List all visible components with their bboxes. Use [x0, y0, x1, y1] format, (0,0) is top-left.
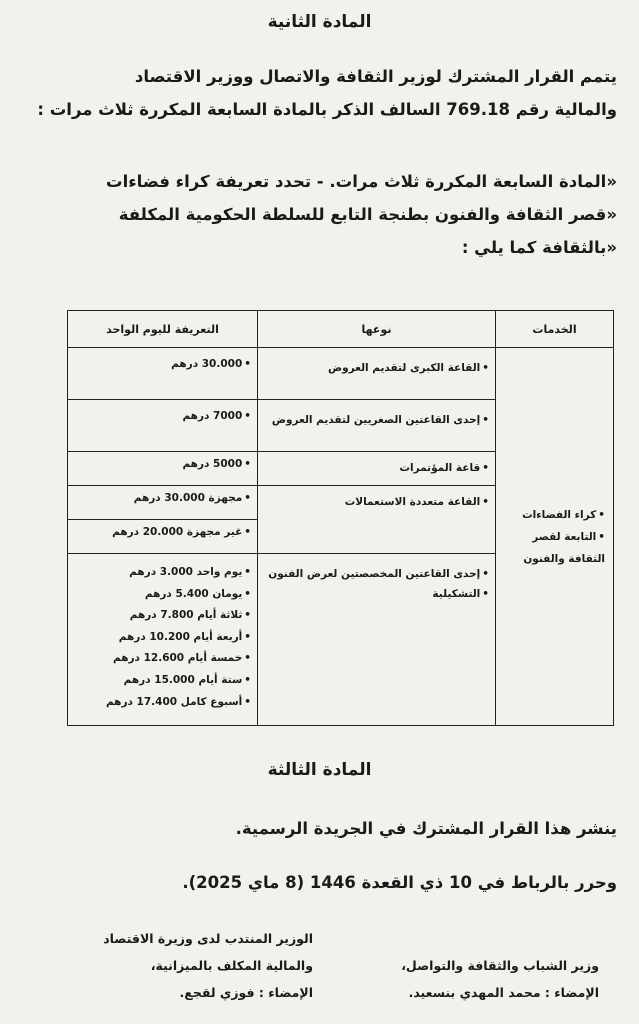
- price-cell: [68, 348, 258, 400]
- article-3-line-1: [17, 812, 617, 845]
- article-3-heading: المادة الثالثة: [267, 760, 372, 780]
- services-line: الثقافة والفنون: [523, 552, 605, 565]
- signature-line: الإمضاء : فوزي لقجع.: [179, 985, 313, 1000]
- type-line: • قاعة المؤتمرات: [264, 458, 489, 478]
- services-line: • التابعة لقصر: [502, 526, 605, 548]
- price-line: • مجهزة 30.000 درهم: [74, 492, 251, 504]
- paragraph-line: وحرر بالرباط في 10 ذي القعدة 1446 (8 ماي 2025).: [182, 873, 617, 892]
- paragraph-line: «قصر الثقافة والفنون بطنجة التابع للسلطة الحكومية المكلفة: [118, 205, 617, 224]
- price-line: • ثلاثة أيام 7.800 درهم: [74, 605, 251, 627]
- price-cell: [68, 520, 258, 554]
- table-header-row: [68, 311, 614, 348]
- price-line: • يومان 5.400 درهم: [74, 584, 251, 606]
- article-2-paragraph-2: [17, 165, 617, 264]
- price-line: • أسبوع كامل 17.400 درهم: [74, 692, 251, 714]
- type-cell: [258, 486, 496, 554]
- price-line: • أربعة أيام 10.200 درهم: [74, 627, 251, 649]
- type-cell: [258, 348, 496, 400]
- type-line: • إحدى القاعتين المخصصتين لعرض الفنون: [264, 564, 489, 584]
- article-2-paragraph-1: [17, 60, 617, 126]
- signature-line: وزير الشباب والثقافة والتواصل،: [401, 958, 599, 973]
- type-cell: [258, 400, 496, 452]
- paragraph-line: يتمم القرار المشترك لوزير الثقافة والاتصال ووزير الاقتصاد: [134, 67, 617, 86]
- price-line: • يوم واحد 3.000 درهم: [74, 562, 251, 584]
- article-2-heading: المادة الثانية: [267, 12, 372, 32]
- price-cell: [68, 400, 258, 452]
- type-line: • التشكيلية: [264, 584, 489, 604]
- price-line: • 5000 درهم: [74, 458, 251, 470]
- price-cell: [68, 452, 258, 486]
- paragraph-line: والمالية رقم 769.18 السالف الذكر بالمادة السابعة المكررة ثلاث مرات :: [37, 100, 617, 119]
- services-cell: [496, 348, 614, 726]
- table-row: [68, 348, 614, 400]
- signature-line: والمالية المكلف بالميزانية،: [150, 958, 313, 973]
- price-line: • ستة أيام 15.000 درهم: [74, 670, 251, 692]
- price-line: • غير مجهزة 20.000 درهم: [74, 526, 251, 538]
- type-cell: [258, 554, 496, 726]
- type-line: • إحدى القاعتين الصغريين لتقديم العروض: [264, 410, 489, 430]
- price-line: • 7000 درهم: [74, 410, 251, 422]
- price-cell: [68, 554, 258, 726]
- type-line: • القاعة الكبرى لتقديم العروض: [264, 358, 489, 378]
- paragraph-line: ينشر هذا القرار المشترك في الجريدة الرسمية.: [235, 819, 617, 838]
- paragraph-line: «بالثقافة كما يلي :: [461, 238, 617, 257]
- signature-minister-delegate: [103, 925, 313, 1006]
- signature-line: الوزير المنتدب لدى وزيرة الاقتصاد: [103, 931, 313, 946]
- tariff-table: [67, 310, 614, 726]
- signature-line: الإمضاء : محمد المهدي بنسعيد.: [408, 985, 599, 1000]
- article-3-line-2: [17, 866, 617, 899]
- services-line: • كراء الفضاءات: [502, 504, 605, 526]
- price-line: • 30.000 درهم: [74, 358, 251, 370]
- price-line: • خمسة أيام 12.600 درهم: [74, 648, 251, 670]
- header-type: نوعها: [258, 311, 496, 348]
- type-cell: [258, 452, 496, 486]
- signature-minister-culture: [401, 952, 599, 1006]
- price-cell: [68, 486, 258, 520]
- paragraph-line: «المادة السابعة المكررة ثلاث مرات. - تحدد تعريفة كراء فضاءات: [106, 172, 617, 191]
- header-price: التعريفة لليوم الواحد: [68, 311, 258, 348]
- header-services: الخدمات: [496, 311, 614, 348]
- type-line: • القاعة متعددة الاستعمالات: [264, 492, 489, 512]
